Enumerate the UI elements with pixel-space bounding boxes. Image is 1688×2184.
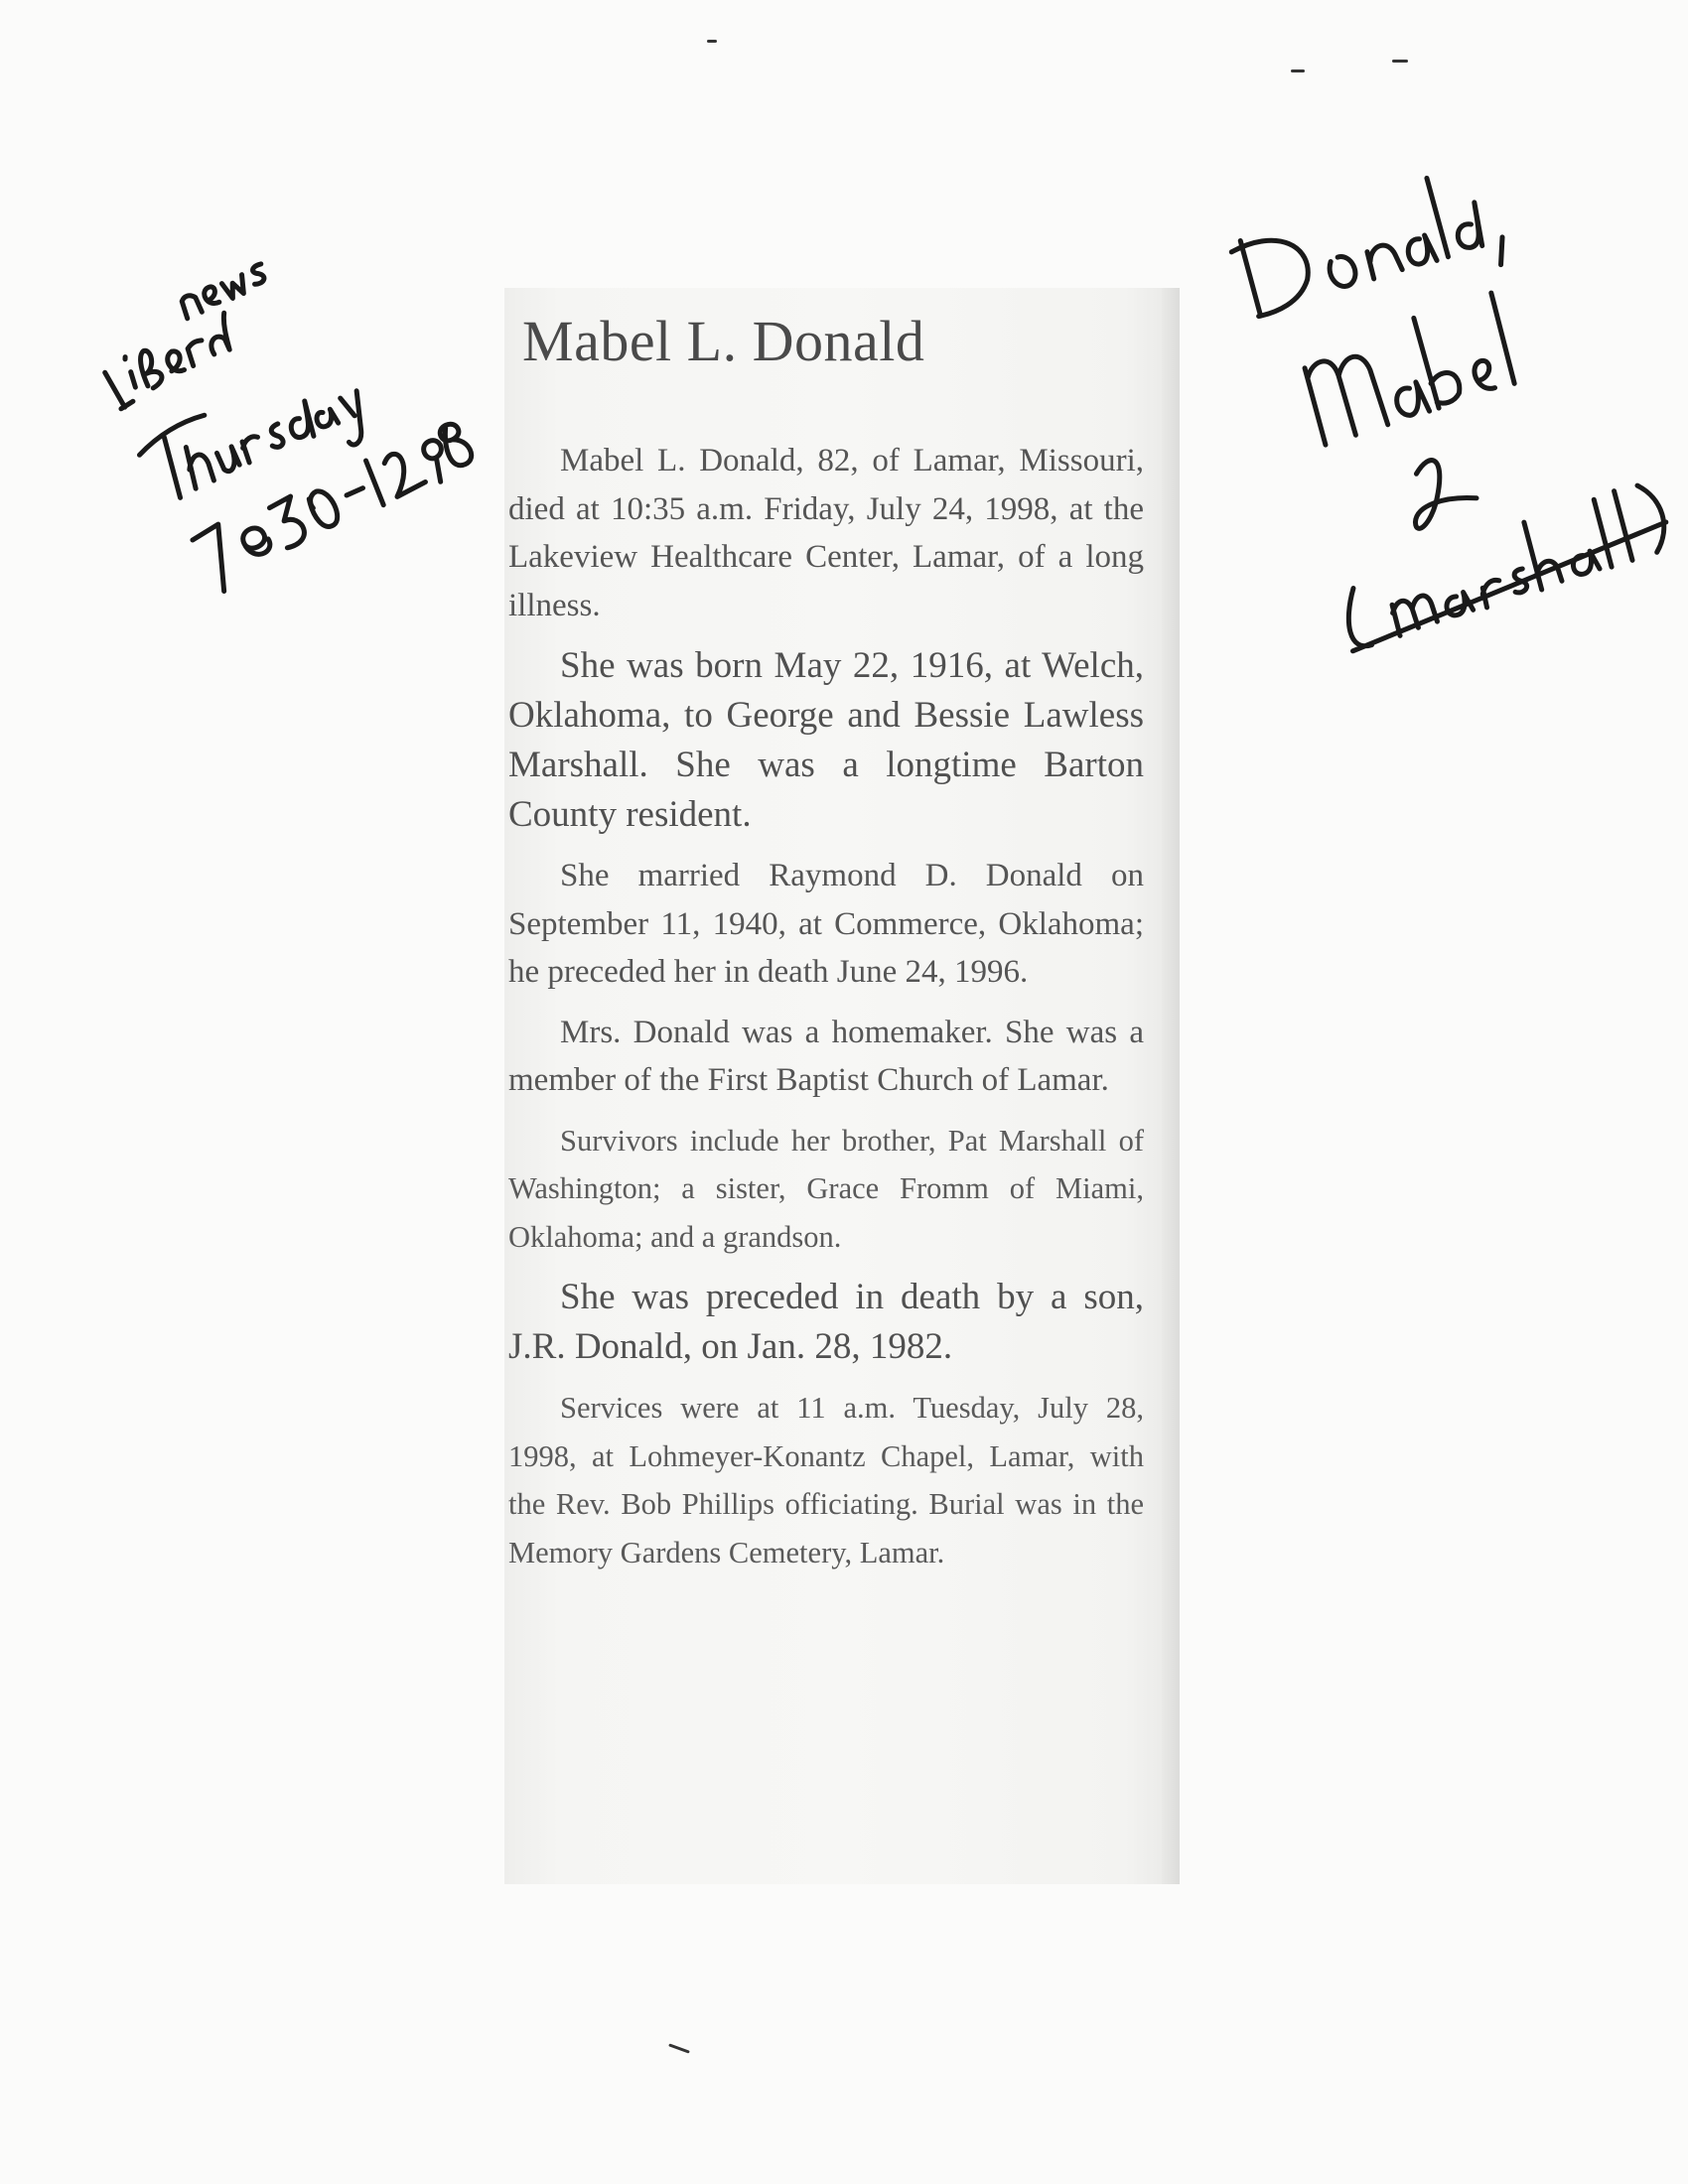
obituary-headline: Mabel L. Donald [522,309,925,373]
clipping-shadow-edge [1162,288,1180,1884]
scan-speck [707,40,717,43]
obituary-paragraph-birth: She was born May 22, 1916, at Welch, Oklahoma, to George and Bessie Lawless Marshall. She was a longtime Barton County resident. [508,645,1144,835]
handwritten-source-note [109,223,427,581]
obituary-paragraph-occupation: Mrs. Donald was a homemaker. She was a member of the First Baptist Church of Lamar. [508,1014,1144,1098]
obituary-paragraph-survivors: Survivors include her brother, Pat Marshall of Washington; a sister, Grace Fromm of Miami, Oklahoma; and a grandson. [508,1123,1144,1254]
scan-speck [668,2043,690,2053]
scan-speck [1392,60,1408,63]
obituary-paragraph-death: Mabel L. Donald, 82, of Lamar, Missouri, died at 10:35 a.m. Friday, July 24, 1998, at the Lakeview Healthcare Center, Lamar, of a long illness. [508,443,1144,623]
obituary-paragraph-preceded: She was preceded in death by a son, J.R. Donald, on Jan. 28, 1982. [508,1277,1144,1367]
obituary-body [508,437,1144,1588]
obituary-paragraph-services: Services were at 11 a.m. Tuesday, July 28, 1998, at Lohmeyer-Konantz Chapel, Lamar, with the Rev. Bob Phillips officiating. Burial was in the Memory Gardens Cemetery, Lamar. [508,1391,1144,1570]
scan-speck [1291,69,1305,72]
handwritten-name-note [1231,114,1648,630]
obituary-paragraph-marriage: She married Raymond D. Donald on September 11, 1940, at Commerce, Oklahoma; he preceded her in death June 24, 1996. [508,858,1144,990]
